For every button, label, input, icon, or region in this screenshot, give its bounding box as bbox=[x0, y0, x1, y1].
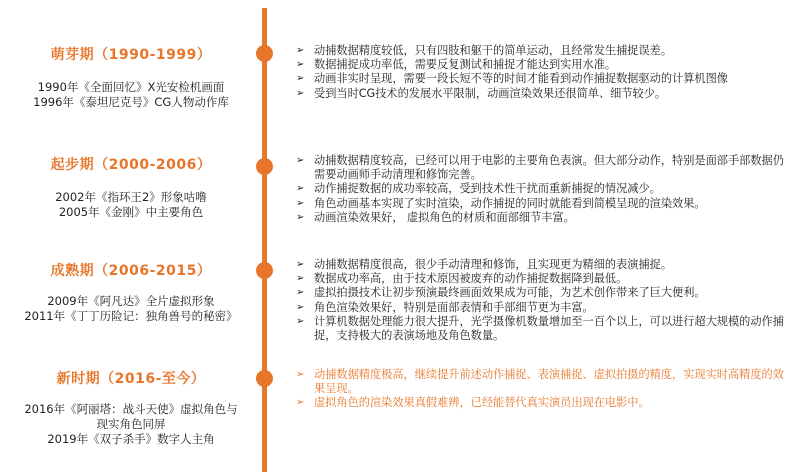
bullet-item: ➢ 受到当时CG技术的发展水平限制，动画渲染效果还很简单、细节较少。 bbox=[296, 86, 667, 100]
arrow-bullet-icon: ➢ bbox=[296, 45, 305, 56]
stage-events bbox=[0, 294, 262, 324]
timeline-dot bbox=[256, 370, 273, 387]
bullet-item: ➢ 动捕数据精度较高，已经可以用于电影的主要角色表演。但大部分动作，特别是面部手部数据仍需要动画师手动清理和修饰完善。 bbox=[296, 154, 784, 182]
arrow-bullet-icon: ➢ bbox=[296, 211, 305, 223]
arrow-bullet-icon: ➢ bbox=[296, 183, 305, 195]
bullet-item: ➢ 动捕数据精度较低，只有四肢和躯干的简单运动，且经常发生捕捉误差。 bbox=[296, 44, 673, 57]
bullet-item: ➢ 动捕数据精度极高，继续提升前述动作捕捉、表演捕捉、虚拟拍摄的精度，实现实时高精度的效果呈现。 bbox=[296, 368, 784, 396]
stage-events bbox=[0, 190, 262, 220]
arrow-bullet-icon: ➢ bbox=[296, 369, 305, 380]
stage-bullets bbox=[296, 258, 786, 343]
arrow-bullet-icon: ➢ bbox=[296, 59, 305, 71]
event-item: 2009年《阿凡达》全片虚拟形象 bbox=[47, 294, 215, 308]
event-item: 2019年《双子杀手》数字人主角 bbox=[47, 432, 215, 446]
event-item: 2002年《指环王2》形象咕噜 bbox=[55, 190, 207, 204]
event-item: 2016年《阿丽塔：战斗天使》虚拟角色与 bbox=[24, 402, 238, 416]
event-item: 2005年《金刚》中主要角色 bbox=[58, 205, 204, 219]
bullet-item: ➢ 动作捕捉数据的成功率较高，受到技术性干扰而重新捕捉的情况减少。 bbox=[296, 182, 661, 196]
stage-events bbox=[0, 402, 262, 447]
stage-bullets bbox=[296, 44, 786, 101]
arrow-bullet-icon: ➢ bbox=[296, 397, 305, 409]
arrow-bullet-icon: ➢ bbox=[296, 273, 305, 285]
bullet-item: ➢ 虚拟角色的渲染效果真假难辨，已经能替代真实演员出现在电影中。 bbox=[296, 396, 650, 410]
arrow-bullet-icon: ➢ bbox=[296, 287, 305, 299]
bullet-item: ➢ 角色渲染效果好，特别是面部表情和手部细节更为丰富。 bbox=[296, 300, 594, 314]
stage-title: 成熟期（2006-2015） bbox=[50, 263, 212, 279]
bullet-item: ➢ 数据捕捉成功率低，需要反复测试和捕捉才能达到实用水准。 bbox=[296, 58, 617, 72]
arrow-bullet-icon: ➢ bbox=[296, 87, 305, 99]
timeline-dot bbox=[256, 262, 273, 279]
timeline-line bbox=[262, 8, 267, 472]
arrow-bullet-icon: ➢ bbox=[296, 73, 305, 85]
event-item: 1990年《全面回忆》X光安检机画面 bbox=[37, 80, 225, 94]
arrow-bullet-icon: ➢ bbox=[296, 197, 305, 209]
timeline-dot bbox=[256, 45, 273, 62]
arrow-bullet-icon: ➢ bbox=[296, 155, 305, 166]
bullet-item: ➢ 计算机数据处理能力很大提升，光学摄像机数量增加至一百个以上，可以进行超大规模的动作捕捉，支持极大的表演场地及角色数量。 bbox=[296, 314, 784, 343]
stage-bullets bbox=[296, 368, 786, 411]
arrow-bullet-icon: ➢ bbox=[296, 301, 305, 313]
stage-events bbox=[0, 80, 262, 110]
arrow-bullet-icon: ➢ bbox=[296, 259, 305, 270]
bullet-item: ➢ 动捕数据精度很高，很少手动清理和修饰，且实现更为精细的表演捕捉。 bbox=[296, 258, 673, 271]
stage-title: 新时期（2016-至今） bbox=[56, 371, 206, 387]
stage-title: 起步期（2000-2006） bbox=[50, 157, 212, 173]
bullet-item: ➢ 动画渲染效果好， 虚拟角色的材质和面部细节丰富。 bbox=[296, 210, 575, 224]
event-item: 2011年《丁丁历险记：独角兽号的秘密》 bbox=[24, 309, 238, 323]
timeline-dot bbox=[256, 158, 273, 175]
arrow-bullet-icon: ➢ bbox=[296, 315, 305, 327]
bullet-item: ➢ 动画非实时呈现，需要一段长短不等的时间才能看到动作捕捉数据驱动的计算机图像 bbox=[296, 72, 728, 86]
bullet-item: ➢ 数据成功率高，由于技术原因被废弃的动作捕捉数据降到最低。 bbox=[296, 272, 628, 286]
event-item: 现实角色同屏 bbox=[96, 417, 166, 431]
stage-bullets bbox=[296, 154, 786, 225]
event-item: 1996年《泰坦尼克号》CG人物动作库 bbox=[33, 95, 229, 109]
bullet-item: ➢ 虚拟拍摄技术让初步预演最终画面效果成为可能，为艺术创作带来了巨大便利。 bbox=[296, 286, 706, 300]
stage-title: 萌芽期（1990-1999） bbox=[50, 47, 212, 63]
bullet-item: ➢ 角色动画基本实现了实时渲染，动作捕捉的同时就能看到简模呈现的渲染效果。 bbox=[296, 196, 706, 210]
